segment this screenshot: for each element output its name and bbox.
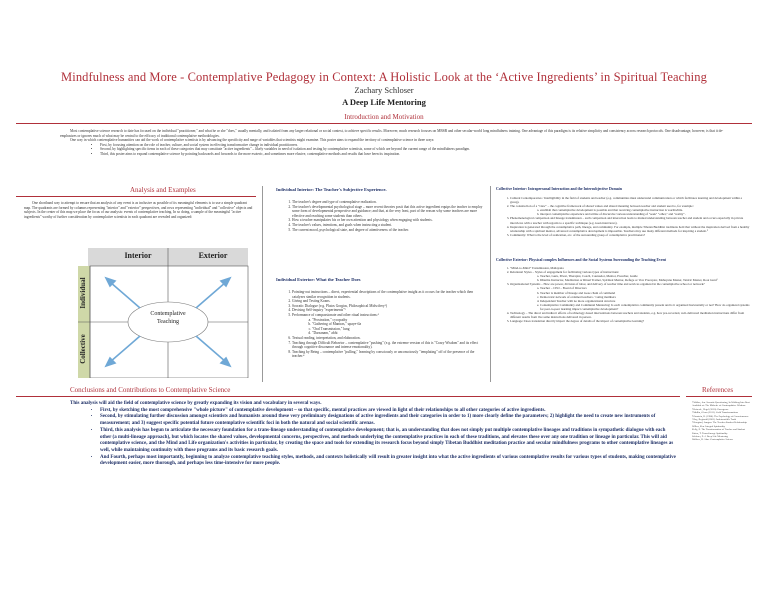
arrow-bottom-right (196, 336, 226, 362)
conclusion-bullet: • Third, this analysis has begun to articulate the necessary foundation for a trans-lineage understanding of contemplative development; that is, an understanding that does not simply put multiple contemplative lineages and traditions in sympathetic dialogue with each other (a multi-lineage approach), but which locates the shared values, developmental concerns, perspectives, and methods underlying the contemplative practices in each of these traditions, and elevates these over any one tradition or lineage in particular. This will aid contemplative science, and the Mind and Life organization's activities in particular, by creating the space and tools for extending its research focus beyond simply Tibetan Buddhist meditation practice and secular mindfulness programs to other contemplative lineages as well, while maintaining continuity with those programs and its basic research goals. (100, 428, 676, 455)
intro-bullets (60, 143, 730, 157)
list-item: 3. Socratic Dialogue (e.g. Platos Gorgias, Philosophical Midwifery¹) (292, 304, 486, 309)
list-item: 1. Pointing-out instructions – direct, experiential descriptions of the contemplative insight as it occurs for the teacher which then catalyzes similar recognition in students. (292, 290, 486, 299)
intro-bullet: • First, by focusing attention on the role of teacher, culture, and social system in effecting transformative change in individual practitioners. (100, 143, 730, 148)
individual-interior-heading: Individual Interior: The Teacher's Subjective Experience. (276, 187, 387, 192)
intro-paragraph-1: Most contemplative science research to date has focused on the individual "practitioner," and what he or she "does," usually mentally, and isolated from any larger relational or social context, to achieve specific results. Moreover, much research focuses on MBSR and other secular-world long mindfulness training. One advantage of this paradigm is its relative simplicity and consistency across research protocols. One disadvantage, however, is that it de-emphasizes or ignores much of what may be central to the efficacy of traditional contemplative methodologies. (60, 129, 724, 138)
list-item: 5. The current mood, psychological state, and degree of attentiveness of the teacher. (292, 228, 486, 233)
column-divider (262, 186, 263, 382)
list-item: 3. Phenomenological comparison and lineage transmission – such comparison and interaction leads to mutual understanding between teacher and student and occurs especially in private interviews with a teacher with regards to a specific technique (e.g. koan interviews). (510, 216, 752, 224)
references-divider (686, 396, 752, 397)
analysis-heading: Analysis and Examples (130, 186, 196, 194)
individual-exterior-list (276, 290, 486, 359)
list-item: 2. The teacher's developmental psychological stage – more recent theories posit that this active ingredient equips the teacher to employ some form of developmental perspective and guidance; and that, at the very least, part of the reason why some teachers are more effective and reaching some students than others. (292, 205, 486, 219)
individual-exterior-heading: Individual Exterior: What the Teacher Does (276, 277, 361, 282)
center-line-2: Teaching (157, 319, 179, 325)
reference-entry: Available at: The Midwife of Contemplative Wisdom (692, 404, 746, 408)
reference-entry: ⁶ Kongtrul, Jamgon. The Teacher-Student Relationship (692, 421, 747, 425)
quadrant-row-individual: Individual (79, 277, 87, 309)
references-heading: References (702, 386, 734, 394)
analysis-divider (16, 196, 256, 197)
intro-bullet: • Third, this poster aims to expand contemplative science by pointing backwards and forwards to the more esoteric, and sometimes more elusive, contemplative methods and results that have been its inspiration. (100, 152, 730, 157)
conclusion-bullet: • Second, by stimulating further discussion amongst scientists and humanists around these very preliminary designations of active ingredients and their categories in order to 1) more clearly define the parameters; 2) highlight the need to create new instruments of measurement; and 3) suggest specific potential future contemplative scientific foci in both the natural and social scientific arenas. (100, 414, 676, 427)
list-item: 1. Cultural Contemporaries / Intelligibility in the field of students and teacher (e.g. communities must understand communication or which facilitates learning and development within a group). (510, 196, 752, 204)
conclusion-bullet: • First, by sketching the most comprehensive "whole picture" of contemplative development – so that specific, mental practices are viewed in light of their relationships to all other categories of active ingredients. (100, 408, 676, 415)
analysis-text: One shorthand way to attempt to ensure that an analysis of any event is as inclusive as possible of its meaningful elements is to use a simple quadrant map. The quadrants are formed by columns representing "interior" and "exterior" perspectives, and rows representing "individual" and "collective" objects and subjects. In the center of this map we place the focus of our analysis: events of contemplative teaching. In so doing, a sample of the meaningful "active ingredients" worthy of further consideration by contemplative scientists in each quadrant are revealed and organized: (24, 201, 253, 219)
sub-list-item: b. Teacher is member of lineage and loose chain of command (540, 291, 752, 295)
reference-entry: ² Brizeale, Hegel (2010). Emergence (692, 407, 729, 411)
intro-body (60, 129, 730, 157)
conclusion-bullet: • And Fourth, perhaps most importantly, beginning to analyze contemplative teaching styles, methods, and contexts holistically will result in greater insight into what the active ingredients of various contemplative results for various types of students, making contemplative development easier, more thorough, and perhaps less time-intensive for more people. (100, 455, 676, 468)
reference-entry: Schloser, Z. A Deep Life Mentoring (692, 435, 728, 439)
list-item: 7. Teaching through Difficult Behavior – contemplative "pushing" (e.g. the extreme version of this is "Crazy Wisdom" and its effect through cognitive dissonance and intense emotionality). (292, 341, 486, 350)
conclusions-divider (16, 396, 680, 397)
collective-exterior-list (496, 266, 752, 323)
list-item: 3. How a teacher manipulates his or her own attention and physiology when engaging with students. (292, 218, 486, 223)
list-item: 1. "Mind-to-Mind" Transmission, Mahayana (510, 266, 752, 270)
list-item: 4. Devising Self-inquiry "experiments"² (292, 308, 486, 313)
poster-title: Mindfulness and More - Contemplative Pedagogy in Context: A Holistic Look at the ‘Active Ingredients’ in Spiritual Teaching (61, 70, 707, 84)
sub-list-item: a. Teacher, Guru, Priest, Therapist, Coach, Counselor, Mentor, Preacher, Guide (540, 274, 752, 278)
quadrant-row-collective: Collective (79, 334, 87, 364)
reference-entry: Wilber, Ken. Integral Spirituality (692, 424, 726, 428)
individual-interior-list (276, 200, 486, 232)
reference-entry: ⁵ Ray, Reginald (2001). Indestructible Truth (692, 418, 736, 422)
quadrant-center-label (128, 310, 208, 326)
reference-entry: Wallace, B. Alan. Contemplative Science (692, 438, 734, 442)
sub-list-item: a. establish that contemplative development is possible and that receiving contemplative instruction is worthwhile. (540, 208, 752, 212)
list-item: 5. Community: What is the level of realization, etc. of the surrounding group of contemplative practitioners? (510, 233, 752, 237)
arrow-top-right (196, 282, 226, 308)
reference-entry: ³ Mullin, Glenn (2011). Gold Transformations (692, 411, 739, 415)
organization-name: A Deep Life Mentoring (342, 97, 426, 107)
author-name: Zachary Schloser (354, 85, 414, 95)
sub-list-item: c. "Oral Transmission," lung (312, 327, 486, 332)
arrow-bottom-left (110, 336, 140, 362)
sub-list-item: d. Independent Teacher with no more organizational structure (540, 299, 752, 303)
reference-entry: ⁴ Ornstein, R. (1986). The Psychology of Consciousness (692, 414, 749, 418)
conclusions-lead: This analysis will aid the field of contemplative science by greatly expanding its vision and vocabulary in several ways. (70, 401, 322, 406)
list-item: 4. The teacher's values, intentions, and goals when instructing a student. (292, 223, 486, 228)
intro-heading: Introduction and Motivation (344, 113, 424, 121)
collective-interior-list (496, 196, 752, 237)
center-line-1: Contemplative (150, 311, 186, 317)
sub-list-item: c. Democratic network of ordained teachers / voting members (540, 295, 752, 299)
sub-list-item: d. "Darsanam," abhi (312, 331, 486, 336)
sub-list-item: a. Teacher – CEO – Board of Directors (540, 286, 752, 290)
quadrant-col-interior: Interior (124, 251, 152, 260)
sub-list-item: b. Dharma Instructor, Meditation or Ritual Trainer, Spiritual Mentor, Refuge or Vow Preceptor, Mahayana Master, Tantric Master, Root Guru⁶ (540, 278, 752, 282)
reference-entry: Patten, T. Trans-lineage Spirituality (692, 431, 728, 435)
list-item: 2. Giving and Testing Koans. (292, 299, 486, 304)
list-item: 8. Teaching by Being – contemplative "pulling," learning by consciously or unconsciously "templating" off of the presence of the teacher.⁴ (292, 350, 486, 359)
sub-list-item: a. "Prostration," cycopathy (312, 318, 486, 323)
conclusions-body (70, 401, 676, 468)
conclusions-heading: Conclusions and Contributions to Contemplative Science (70, 386, 231, 394)
arrow-top-left (110, 282, 140, 308)
list-item: 5. Language: Does translation directly impact the degree of details of the impact of contemplative learning? (510, 319, 752, 323)
list-item: 5. Performance of compassionate and other ritual instructions:³ (292, 313, 486, 318)
intro-bullet: • Second, by highlighting specific items in each of these categories that may constitute "active ingredients" – likely variables in need of isolation and testing by contemplative scientists, some of which are beyond the current range of the mindfulness paradigm. (100, 147, 730, 152)
sub-list-item: b. "Gathering of Mantras," upaye-tla (312, 322, 486, 327)
column-divider (490, 186, 491, 382)
quadrant-map (78, 248, 258, 378)
quadrant-col-exterior: Exterior (198, 251, 228, 260)
collective-interior-heading: Collective Interior: Intrapersonal Interaction and the Intersubjective Domain (496, 187, 622, 191)
list-item: 6. Textual reading, interpretation, and elaboration. (292, 336, 486, 341)
collective-exterior-heading: Collective Exterior: Physical complex Influences and the Social Systems Surrounding the Teaching Event (496, 258, 666, 262)
intro-paragraph-2: One way in which contemplative humanities can aid the work of contemplative scientists is by advancing the specificity and range of variables that scientists might examine. This poster aims to expand the territory of contemplative science in three ways: (70, 138, 435, 143)
list-item: 1. The teacher's degree and type of contemplative realization. (292, 200, 486, 205)
list-item: 2. Relational Styles – Styles of engagement for facilitating various types of instructions: a. Teacher, Guru, Priest, Therapist, Coach, Counselor, Mentor, Preacher, Guide b. Dharma Instructor, Meditation or Ritual Trainer, Spiritual Mentor, Refuge or Vow Preceptor, Mahayana Master, Tantric Master, Root Guru⁶ (510, 270, 752, 282)
sub-list-item: e. Contemplative Community and Communal Mentoring: Is each contemplative community present and is it organized horizontally or not? How do organized systems for peer-to-peer learning impact contemplative development? (540, 303, 752, 311)
list-item: 2. The construction of a "view" – the cognitive framework of shared values and shared meaning between teacher and student used to, for example: a. establish that contemplative development is possible and that receiving contemplative instruction is worthwhile. b. interpret contemplative experience and utilize of discursive various understanding of "seek" "other," and "reality". (510, 204, 752, 216)
reference-entry: ¹ Walker, Jon. Socratic Questioning, In Walking Into Rust (692, 401, 750, 404)
sub-list-item: b. interpret contemplative experience and utilize of discursive various understanding of "seek" "other," and "reality". (540, 212, 752, 216)
reference-entry: Kelly, E. The Transformation of Teacher and Student (692, 428, 745, 432)
references-list (692, 401, 754, 442)
list-item: 4. Technology – The direct and indirect effects of technology-based interventions between teachers and students, e.g. how pre-recorded, web-delivered meditation instructions differ from different results from live same instructions delivered in person. (510, 311, 752, 319)
intro-divider (16, 123, 752, 124)
list-item: 3. Organizational Systems – How are power, division of labor, and delivery of teacher time and services organized in the contemplative school or network? a. Teacher – CEO – Board of Directors b. Teacher is member of lineage and loose chain of command c. Democratic network of ordained teachers / voting members d. Independent Teacher with no more organizational structure e. Contemplative Community and Communal Mentoring: Is each contemplative community present and is it organized horizontally or not? How do organized systems for peer-to-peer learning impact contemplative development? (510, 282, 752, 311)
list-item: 4. Inspiration is generated through the contemplative path, lineage, and community. For example, multiple Tibetan Buddhist traditions hold that without the inspiration derived from a healthy relationship with a spiritual mentor, advanced contemplative development is impossible. Teachers may use many different methods for inspiring a student.⁵ (510, 225, 752, 233)
